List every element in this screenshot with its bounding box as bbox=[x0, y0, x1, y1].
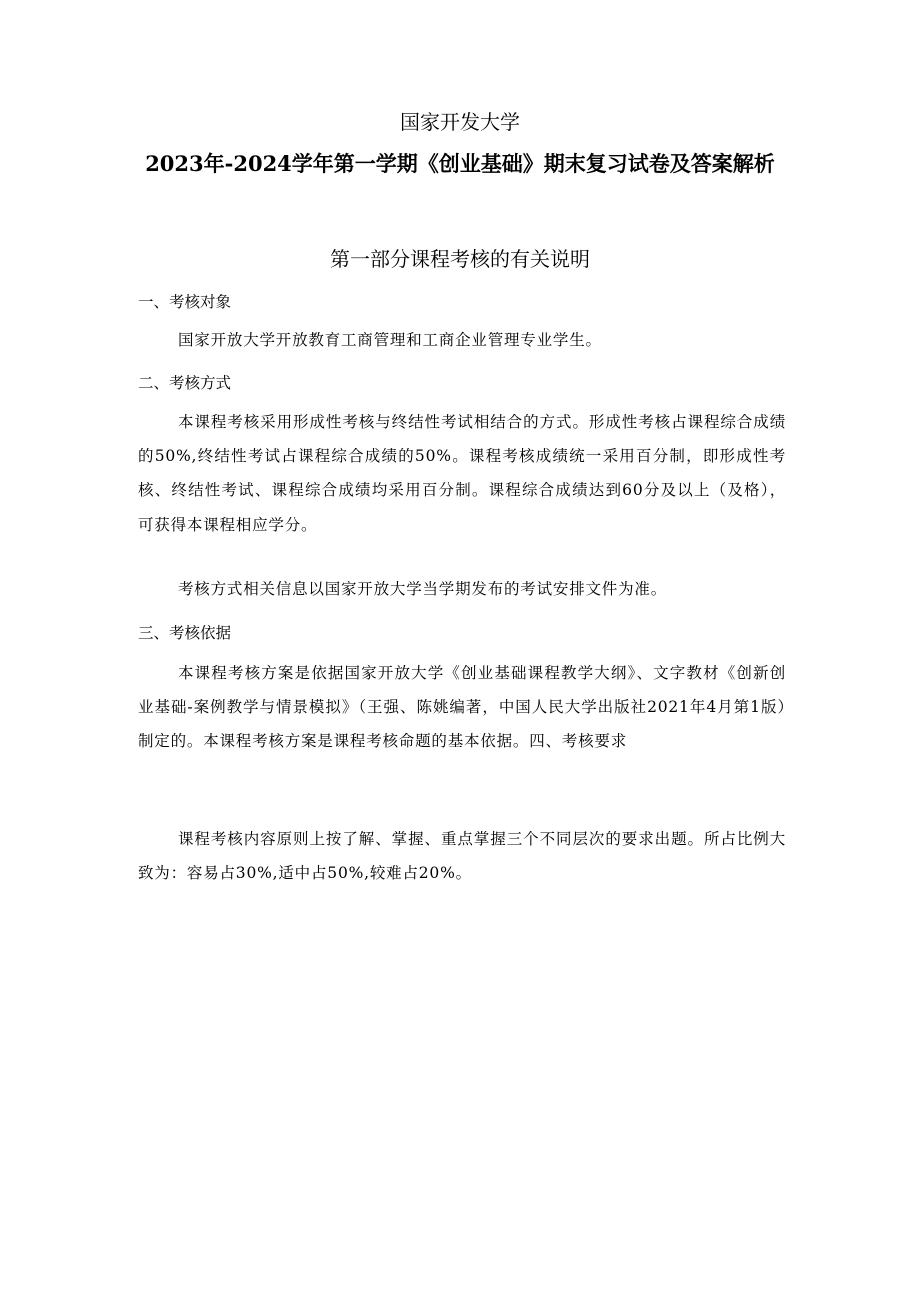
section-method-paragraph-2: 考核方式相关信息以国家开放大学当学期发布的考试安排文件为准。 bbox=[178, 580, 668, 598]
section-method-paragraph-1: 本课程考核采用形成性考核与终结性考试相结合的方式。形成性考核占课程综合成绩的50%,终结性考试占课程综合成绩的50%。课程考核成绩统一采用百分制，即形成性考核、终结性考试、课程综合成绩均采用百分制。课程综合成绩达到60分及以上（及格），可获得本课程相应学分。 bbox=[138, 413, 786, 534]
section-heading-target: 一、考核对象 bbox=[138, 293, 232, 311]
section-heading-basis: 三、考核依据 bbox=[138, 624, 232, 642]
section-basis-paragraph: 本课程考核方案是依据国家开放大学《创业基础课程教学大纲》、文字教材《创新创业基础-案例教学与情景模拟》（王强、陈姚编著，中国人民大学出版社2021年4月第1版）制定的。本课程考核方案是课程考核命题的基本依据。四、考核要求 bbox=[138, 664, 786, 751]
school-title: 国家开发大学 bbox=[400, 110, 520, 134]
part-title: 第一部分课程考核的有关说明 bbox=[330, 247, 590, 271]
section-requirements-paragraph: 课程考核内容原则上按了解、掌握、重点掌握三个不同层次的要求出题。所占比例大致为：容易占30%,适中占50%,较难占20%。 bbox=[138, 830, 786, 883]
section-target-paragraph: 国家开放大学开放教育工商管理和工商企业管理专业学生。 bbox=[178, 331, 602, 349]
exam-title: 2023年-2024学年第一学期《创业基础》期末复习试卷及答案解析 bbox=[145, 151, 775, 176]
section-heading-method: 二、考核方式 bbox=[138, 374, 232, 392]
